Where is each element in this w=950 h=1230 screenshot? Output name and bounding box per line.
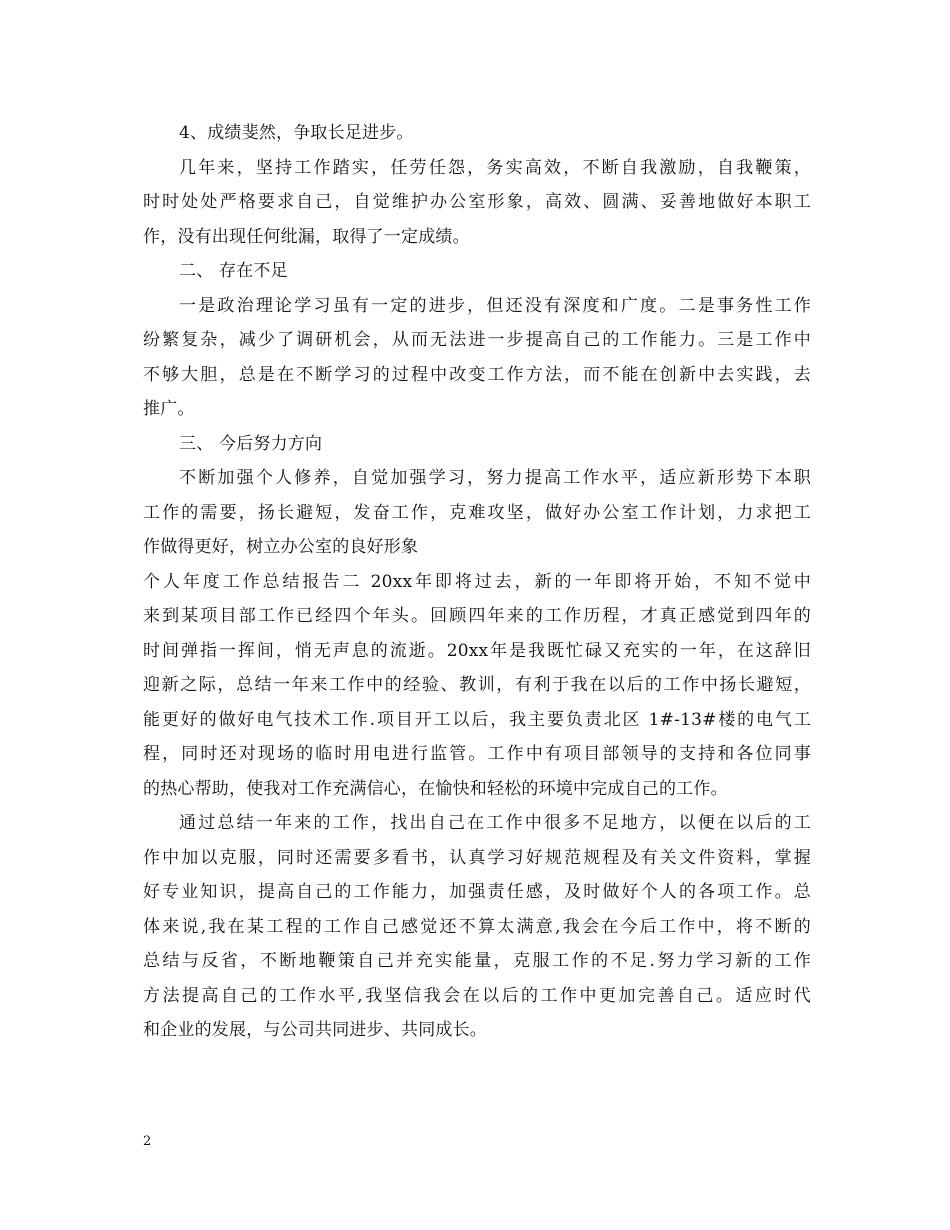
text-line: 4、成绩斐然，争取长足进步。 bbox=[179, 123, 414, 143]
text-line: 和企业的发展，与公司共同进步、共同成长。 bbox=[143, 1020, 487, 1040]
text-line: 推广。 bbox=[143, 399, 195, 419]
text-line: 作，没有出现任何纰漏，取得了一定成绩。 bbox=[143, 226, 470, 247]
text-line: 一是政治理论学习虽有一定的进步，但还没有深度和广度。二是事务性工作 bbox=[179, 295, 811, 316]
text-line: 几年来，坚持工作踏实，任劳任怨，务实高效，不断自我激励，自我鞭策， bbox=[179, 157, 811, 178]
section-heading: 二、 存在不足 bbox=[179, 261, 288, 281]
text-line: 时时处处严格要求自己，自觉维护办公室形象，高效、圆满、妥善地做好本职工 bbox=[143, 192, 811, 212]
text-line: 工作的需要，扬长避短，发奋工作，克难攻坚，做好办公室工作计划，力求把工 bbox=[143, 502, 811, 523]
text-line: 时间弹指一挥间，悄无声息的流逝。20xx年是我既忙碌又充实的一年，在这辞旧 bbox=[143, 640, 811, 661]
text-line: 作做得更好，树立办公室的良好形象 bbox=[143, 537, 419, 557]
text-line: 能更好的做好电气技术工作.项目开工以后，我主要负责北区 1#-13#楼的电气工 bbox=[143, 709, 811, 730]
text-line: 的热心帮助，使我对工作充满信心，在愉快和轻松的环境中完成自己的工作。 bbox=[143, 778, 728, 799]
section-heading: 三、 今后努力方向 bbox=[179, 433, 323, 454]
text-line: 通过总结一年来的工作，找出自己在工作中很多不足地方，以便在以后的工 bbox=[179, 813, 811, 833]
text-line: 作中加以克服，同时还需要多看书，认真学习好规范规程及有关文件资料，掌握 bbox=[143, 847, 811, 868]
text-line: 来到某项目部工作已经四个年头。回顾四年来的工作历程，才真正感觉到四年的 bbox=[143, 606, 811, 626]
text-line: 纷繁复杂，减少了调研机会，从而无法进一步提高自己的工作能力。三是工作中 bbox=[143, 330, 811, 350]
text-line: 总结与反省，不断地鞭策自己并充实能量，克服工作的不足.努力学习新的工作 bbox=[143, 951, 811, 971]
text-line: 程，同时还对现场的临时用电进行监管。工作中有项目部领导的支持和各位同事 bbox=[143, 744, 811, 764]
report-title-line: 个人年度工作总结报告二 20xx年即将过去，新的一年即将开始，不知不觉中 bbox=[143, 571, 811, 592]
text-line: 迎新之际，总结一年来工作中的经验、教训，有利于我在以后的工作中扬长避短， bbox=[143, 675, 811, 695]
text-line: 方法提高自己的工作水平,我坚信我会在以后的工作中更加完善自己。适应时代 bbox=[143, 985, 811, 1006]
text-line: 体来说,我在某工程的工作自己感觉还不算太满意,我会在今后工作中，将不断的 bbox=[143, 916, 811, 937]
text-line: 好专业知识，提高自己的工作能力，加强责任感，及时做好个人的各项工作。总 bbox=[143, 882, 811, 902]
text-line: 不够大胆，总是在不断学习的过程中改变工作方法，而不能在创新中去实践，去 bbox=[143, 364, 811, 385]
document-body bbox=[143, 116, 811, 1048]
text-line: 不断加强个人修养，自觉加强学习，努力提高工作水平，适应新形势下本职 bbox=[179, 468, 811, 488]
page-number: 2 bbox=[143, 1134, 152, 1149]
